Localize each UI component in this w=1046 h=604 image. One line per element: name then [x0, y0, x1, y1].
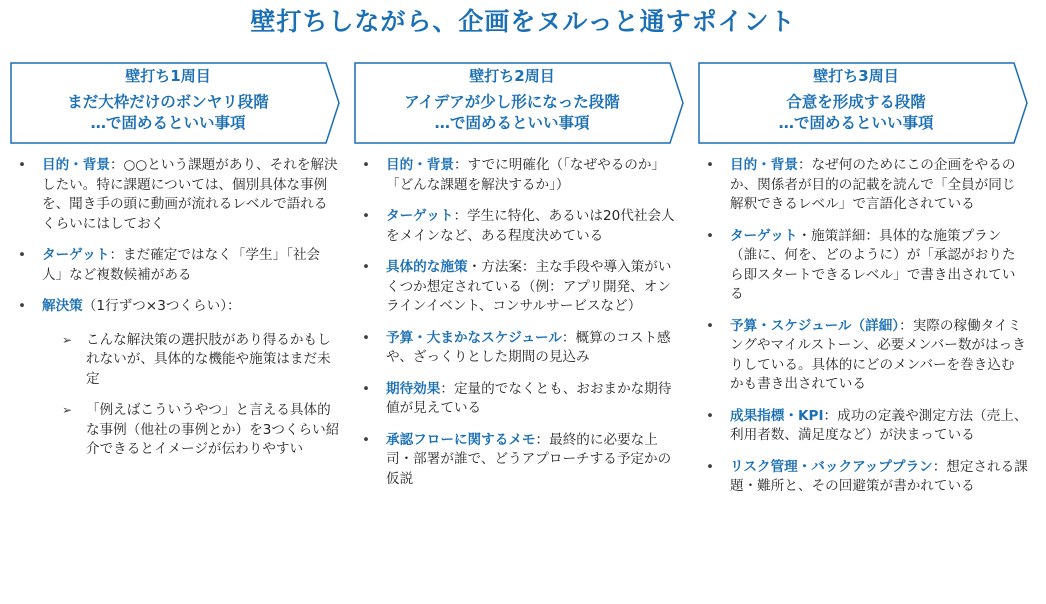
list-item: • 具体的な施策・方法案：主な手段や導入策がいくつか想定されている（例：アプリ開発、オンラインイベント、コンサルサービスなど） [362, 259, 672, 314]
phase-header-1 [10, 62, 340, 144]
bullet-icon: • [362, 431, 371, 448]
sub-list-item: ➢ こんな解決策の選択肢があり得るかもしれないが、具体的な機能や施策はまだ未定 [62, 331, 331, 387]
list-item: • リスク管理・バックアッププラン：想定される課題・難所と、その回避策が書かれている [706, 458, 1028, 494]
bullet-icon: • [362, 380, 371, 397]
list-item: • 予算・大まかなスケジュール：概算のコスト感や、ざっくりとした期間の見込み [362, 329, 671, 365]
page-title: 壁打ちしながら、企画をヌルっと通すポイント [250, 7, 796, 36]
bullet-icon: • [706, 157, 715, 173]
list-item: • 目的・背景：○○という課題があり、それを解決したい。特に課題については、個別具体な事例を、聞き手の頭に動画が流れるレベルで語れるくらいにはしておく [18, 157, 338, 232]
phase-label: 壁打ち3周目 [813, 67, 899, 85]
list-item: • 期待効果：定量的でなくとも、おおまかな期待値が見えている [362, 380, 672, 416]
list-item: • 目的・背景：なぜ何のためにこの企画をやるのか、関係者が目的の記載を読んで「全員が同じ解釈できるレベル」で言語化されている [706, 157, 1016, 212]
phase-header-3 [698, 62, 1028, 144]
checklist [698, 156, 1028, 497]
bullet-icon: • [362, 329, 371, 346]
list-item: • 成果指標・KPI：成功の定義や測定方法（売上、利用者数、満足度など）が決まっている [706, 407, 1028, 443]
arrow-bullet-icon: ➢ [62, 332, 73, 347]
bullet-icon: • [362, 157, 371, 173]
phase-subtitle: アイデアが少し形になった段階 …で固めるといい事項 [404, 93, 620, 132]
list-item: • ターゲット：まだ確定ではなく「学生」「社会人」など複数候補がある [18, 247, 321, 283]
phase-label: 壁打ち2周目 [469, 67, 555, 85]
list-item: • 予算・スケジュール（詳細）：実際の稼働タイミングやマイルストーン、必要メンバー数がはっきりしている。具体的にどのメンバーを巻き込むかも書き出されている [706, 317, 1026, 392]
phase-subtitle: まだ大枠だけのボンヤリ段階 …で固めるといい事項 [67, 93, 269, 132]
phase-column-1 [10, 62, 340, 472]
list-item: • ターゲット：学生に特化、あるいは20代社会人をメインなど、ある程度決めている [362, 208, 675, 244]
checklist [10, 156, 340, 460]
list-item: • 解決策（1行ずつ×3つくらい）： ➢ こんな解決策の選択肢があり得るかもしれないが、具体的な機能や施策はまだ未定 ➢ 「例えばこういうやつ」と言える具体的な事例（他社の事例とか）を3つくらい紹介できるとイメージが伝わりやすい [10, 297, 340, 460]
bullet-icon: • [706, 227, 715, 244]
bullet-icon: • [706, 407, 715, 424]
bullet-icon: • [18, 298, 27, 314]
phase-label: 壁打ち1周目 [125, 67, 211, 85]
phase-column-3 [698, 62, 1028, 509]
sub-list-item: ➢ 「例えばこういうやつ」と言える具体的な事例（他社の事例とか）を3つくらい紹介できるとイメージが伝わりやすい [62, 402, 340, 457]
list-item: • 承認フローに関するメモ：最終的に必要な上司・部署が誰で、どうアプローチする予定かの仮説 [362, 431, 672, 487]
bullet-icon: • [18, 247, 27, 263]
sub-checklist [42, 331, 340, 460]
bullet-icon: • [706, 317, 715, 334]
bullet-icon: • [362, 259, 371, 275]
bullet-icon: • [362, 208, 371, 224]
arrow-bullet-icon: ➢ [62, 403, 73, 417]
bullet-icon: • [706, 458, 715, 475]
bullet-icon: • [18, 157, 27, 173]
list-item: • 目的・背景：すでに明確化（「なぜやるのか」「どんな課題を解決するか」） [362, 157, 666, 193]
list-item: • ターゲット・施策詳細：具体的な施策プラン（誰に、何を、どのように）が「承認がおりたら即スタートできるレベル」で書き出されている [706, 227, 1016, 302]
checklist [354, 156, 684, 489]
phase-header-2 [354, 62, 684, 144]
phase-column-2 [354, 62, 684, 501]
phase-subtitle: 合意を形成する段階 …で固めるといい事項 [778, 93, 934, 132]
